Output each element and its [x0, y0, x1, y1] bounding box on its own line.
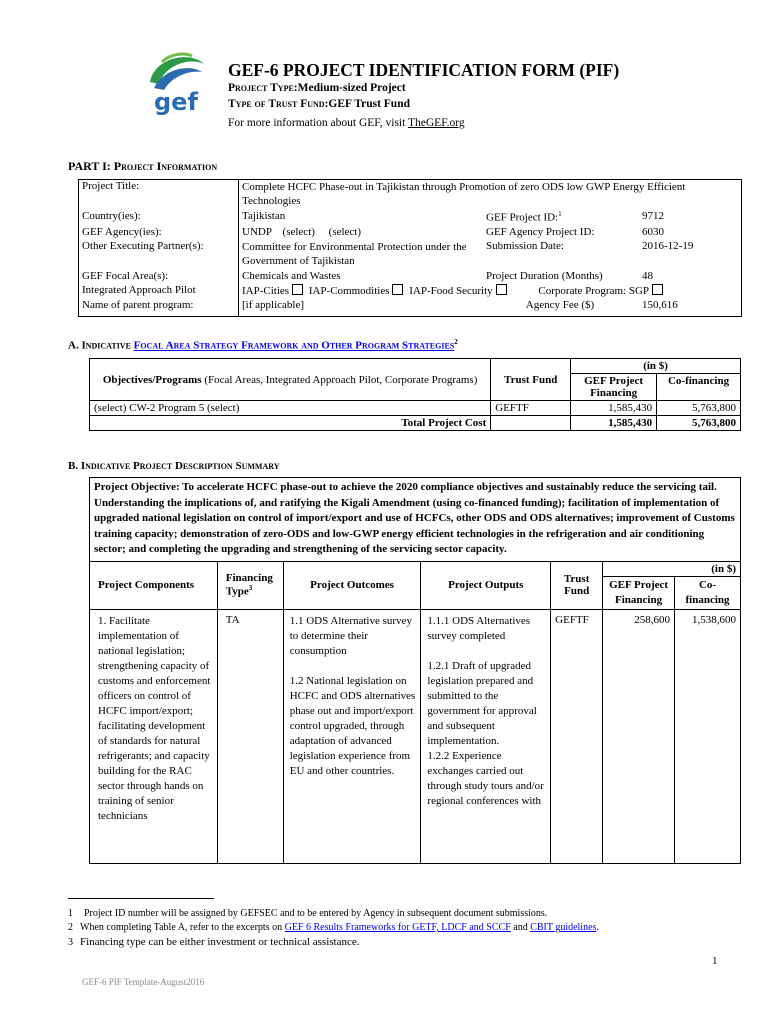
- submission-value: 2016-12-19: [642, 239, 694, 252]
- page-number: 1: [712, 955, 718, 967]
- partners-label: Other Executing Partner(s):: [82, 239, 204, 252]
- gef-logo: [140, 44, 210, 116]
- agency-fee-value: 150,616: [642, 298, 678, 311]
- country-value: Tajikistan: [242, 210, 286, 222]
- gef-financing-header: GEF Project Financing: [571, 374, 657, 401]
- outcome-1-1: 1.1 ODS Alternative survey to determine their consumption: [289, 614, 412, 657]
- objective-trust-fund: GEFTF: [491, 401, 571, 416]
- output-1-2-1: 1.2.1 Draft of upgraded legislation prepared and submitted to the government for approval and subsequent implementation.: [427, 659, 537, 747]
- focal-area-table: [89, 358, 741, 431]
- trust-fund-header: Trust Fund: [491, 359, 571, 401]
- page-title: GEF-6 PROJECT IDENTIFICATION FORM (PIF): [228, 60, 620, 80]
- template-label: GEF-6 PIF Template-August2016: [82, 977, 205, 987]
- total-label: Total Project Cost: [90, 416, 491, 431]
- component-1: 1. Facilitate implementation of national legislation; strengthening capacity of customs and enforcement officers on control of HCFC import/export; facilitating development of standards for natural refrigerants; and capacity building for the RAC sector through hands on training of senior technicians: [90, 609, 218, 863]
- financing-type-header: Financing Type$^3$: [217, 561, 283, 609]
- project-info-table: [78, 179, 742, 312]
- total-blank: [491, 416, 571, 431]
- duration-label: Project Duration (Months): [486, 269, 603, 282]
- trust-fund-type: Type of Trust Fund:GEF Trust Fund: [228, 98, 410, 110]
- focal-area-label: GEF Focal Area(s):: [82, 269, 169, 282]
- b-gef-financing-header: GEF Project Financing: [603, 576, 675, 609]
- part1-heading: PART I: Project Information: [68, 159, 218, 173]
- objectives-header: Objectives/Programs (Focal Areas, Integrated Approach Pilot, Corporate Programs): [90, 359, 491, 401]
- partners-value: Committee for Environmental Protection under the Government of Tajikistan: [242, 240, 467, 267]
- component-1-financing-type: TA: [217, 609, 283, 863]
- iap-label: Integrated Approach Pilot: [82, 283, 196, 296]
- agency-fee-label: Agency Fee ($): [525, 298, 595, 311]
- iap-options: IAP-Cities IAP-Commodities IAP-Food Security Corporate Program: SGP: [238, 283, 742, 298]
- b-trust-fund-header: Trust Fund: [551, 561, 603, 609]
- component-1-trust-fund: GEFTF: [551, 609, 603, 863]
- project-title-value: Complete HCFC Phase-out in Tajikistan through Promotion of zero ODS low GWP Energy Efficient Technologies: [242, 181, 686, 207]
- project-description-table: [89, 477, 741, 864]
- outcomes-header: Project Outcomes: [283, 561, 421, 609]
- gef-project-id-value: 9712: [642, 210, 664, 222]
- agency-project-id-label: GEF Agency Project ID:: [486, 225, 595, 238]
- output-1-2-2: 1.2.2 Experience exchanges carried out through study tours and/or regional conferences with: [427, 749, 544, 807]
- objective-row[interactable]: (select) CW-2 Program 5 (select): [90, 401, 491, 416]
- footnote-3: 3 Financing type can be either investment or technical assistance.: [68, 936, 360, 948]
- in-dollars-header: (in $): [571, 359, 741, 374]
- b-cofinancing-header: Co-financing: [675, 576, 741, 609]
- gef-website-link[interactable]: TheGEF.org: [407, 117, 465, 129]
- info-line: For more information about GEF, visit TheGEF.org: [228, 117, 465, 129]
- agency-project-id-value: 6030: [642, 225, 664, 238]
- iap-cities-checkbox[interactable]: [292, 284, 303, 295]
- outputs-header: Project Outputs: [421, 561, 551, 609]
- gef-project-id-label: GEF Project ID:$^1$: [486, 210, 562, 224]
- iap-commodities-checkbox[interactable]: [392, 284, 403, 295]
- country-label: Country(ies):: [82, 210, 141, 222]
- results-frameworks-link[interactable]: GEF 6 Results Frameworks for GETF, LDCF and SCCF: [284, 922, 511, 933]
- component-1-co: 1,538,600: [675, 609, 741, 863]
- project-objective: Project Objective: To accelerate HCFC phase-out to achieve the 2020 compliance objectives and sustainably reduce the servicing tail. Understanding the implications of, and ratifying the Kigali Amendment (using co-financed funding); facilitation of implementation of upgraded national legislation on control of import/export and use of HCFCs, other ODS and ODS alternatives; improvement of Customs training capacity; demonstration of zero-ODS and low-GWP energy efficient technologies in the refrigeration and air conditioning sector; and completing the upgrading and strengthening of the servicing sector capacity.: [90, 478, 741, 562]
- output-1-1-1: 1.1.1 ODS Alternatives survey completed: [427, 614, 531, 642]
- b-in-dollars-header: (in $): [603, 561, 741, 576]
- logo-text: gef: [154, 88, 198, 116]
- footnote-1: 1 Project ID number will be assigned by GEFSEC and to be entered by Agency in subsequent document submissions.: [68, 908, 548, 919]
- focal-area-strategy-link[interactable]: Focal Area Strategy Framework and Other Program Strategies: [133, 339, 455, 352]
- project-info-divider: [238, 179, 239, 317]
- total-co: 5,763,800: [657, 416, 741, 431]
- focal-area-value: Chemicals and Wastes: [242, 269, 341, 282]
- corporate-sgp-checkbox[interactable]: [652, 284, 663, 295]
- duration-value: 48: [642, 269, 653, 282]
- parent-program-value: [if applicable]: [242, 298, 304, 311]
- submission-label: Submission Date:: [486, 239, 564, 252]
- footnote-2: 2 When completing Table A, refer to the excerpts on GEF 6 Results Frameworks for GETF, LDCF and SCCF and CBIT guidelines.: [68, 922, 599, 933]
- iap-food-security-checkbox[interactable]: [496, 284, 507, 295]
- cbit-guidelines-link[interactable]: CBIT guidelines: [530, 922, 597, 933]
- outcome-1-2: 1.2 National legislation on HCFC and ODS alternatives phase out and import/export control upgraded, through adaptation of advanced legislation experience from EU and other countries.: [289, 674, 416, 777]
- component-1-outcomes: [283, 609, 421, 863]
- section-a-heading: A. Indicative Focal Area Strategy Framework and Other Program Strategies$^2$: [68, 338, 458, 352]
- components-header: Project Components: [90, 561, 218, 609]
- agency-label: GEF Agency(ies):: [82, 225, 162, 238]
- parent-program-label: Name of parent program:: [82, 298, 194, 311]
- agency-value[interactable]: UNDP (select) (select): [242, 225, 362, 238]
- objective-co: 5,763,800: [657, 401, 741, 416]
- objective-gef: 1,585,430: [571, 401, 657, 416]
- component-1-outputs: [421, 609, 551, 863]
- component-1-gef: 258,600: [603, 609, 675, 863]
- cofinancing-header: Co-financing: [657, 374, 741, 401]
- section-b-heading: B. Indicative Project Description Summary: [68, 460, 280, 472]
- project-type: Project Type:Medium-sized Project: [228, 82, 406, 94]
- project-title-label: Project Title:: [82, 180, 140, 192]
- total-gef: 1,585,430: [571, 416, 657, 431]
- footnote-separator: [68, 898, 214, 899]
